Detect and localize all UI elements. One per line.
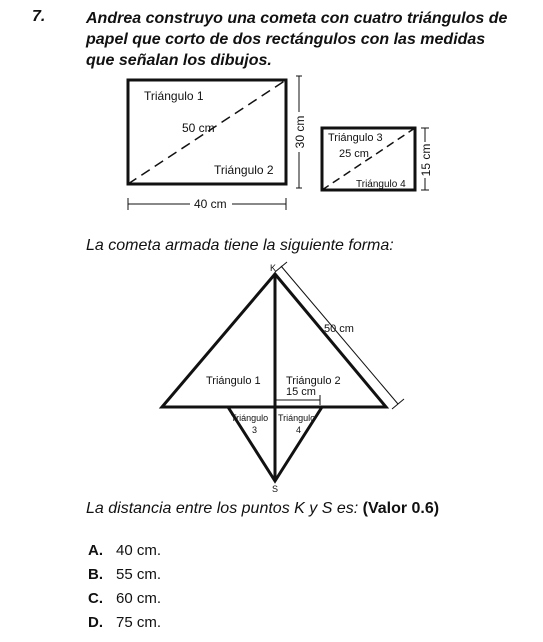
option-letter: A. bbox=[88, 542, 103, 559]
kite-triangle-3-number: 3 bbox=[252, 425, 258, 435]
diagonal-50cm-label: 50 cm bbox=[182, 121, 215, 135]
answer-options bbox=[88, 542, 161, 638]
triangle-4-label: Triángulo 4 bbox=[356, 179, 406, 190]
option-c[interactable] bbox=[88, 590, 161, 614]
width-40cm-label: 40 cm bbox=[194, 197, 227, 211]
kite-triangle-3-label: Triángulo bbox=[231, 413, 269, 423]
option-d[interactable] bbox=[88, 614, 161, 638]
triangle-2-label: Triángulo 2 bbox=[214, 163, 274, 177]
kite-15cm-label: 15 cm bbox=[286, 386, 316, 398]
option-letter: D. bbox=[88, 614, 103, 631]
question-value: (Valor 0.6) bbox=[362, 500, 440, 517]
point-k-label: K bbox=[270, 263, 277, 273]
kite-figure bbox=[162, 262, 404, 494]
triangle-3-label: Triángulo 3 bbox=[328, 132, 383, 144]
big-rectangle-figure bbox=[128, 76, 307, 211]
option-text: 60 cm. bbox=[116, 590, 162, 607]
triangle-1-label: Triángulo 1 bbox=[144, 89, 204, 103]
option-letter: C. bbox=[88, 590, 103, 607]
option-text: 75 cm. bbox=[116, 614, 162, 631]
height-15cm-label: 15 cm bbox=[419, 143, 433, 177]
option-letter: B. bbox=[88, 566, 103, 583]
kite-triangle-2-label: Triángulo 2 bbox=[286, 375, 341, 387]
kite-triangle-1-label: Triángulo 1 bbox=[206, 375, 261, 387]
small-rectangle-figure bbox=[322, 128, 433, 190]
diagonal-25cm-label: 25 cm bbox=[339, 148, 369, 160]
option-text: 55 cm. bbox=[116, 566, 162, 583]
question-prompt-text: La distancia entre los puntos K y S es: bbox=[86, 500, 359, 517]
question-number: 7. bbox=[32, 8, 46, 25]
kite-triangle-4-label: Triángulo bbox=[278, 413, 316, 423]
kite-triangle-4-number: 4 bbox=[296, 425, 302, 435]
point-s-label: S bbox=[272, 484, 279, 494]
height-30cm-label: 30 cm bbox=[293, 115, 307, 149]
question-prompt bbox=[86, 500, 439, 518]
question-text: Andrea construyo una cometa con cuatro triángulos de papel que corto de dos rectángulos con las medidas que señalan los dibujos. bbox=[86, 10, 508, 69]
option-a[interactable] bbox=[88, 542, 161, 566]
option-text: 40 cm. bbox=[116, 542, 162, 559]
kite-side-50cm-label: 50 cm bbox=[324, 323, 354, 335]
option-b[interactable] bbox=[88, 566, 161, 590]
kite-subtitle: La cometa armada tiene la siguiente forma: bbox=[86, 237, 394, 254]
